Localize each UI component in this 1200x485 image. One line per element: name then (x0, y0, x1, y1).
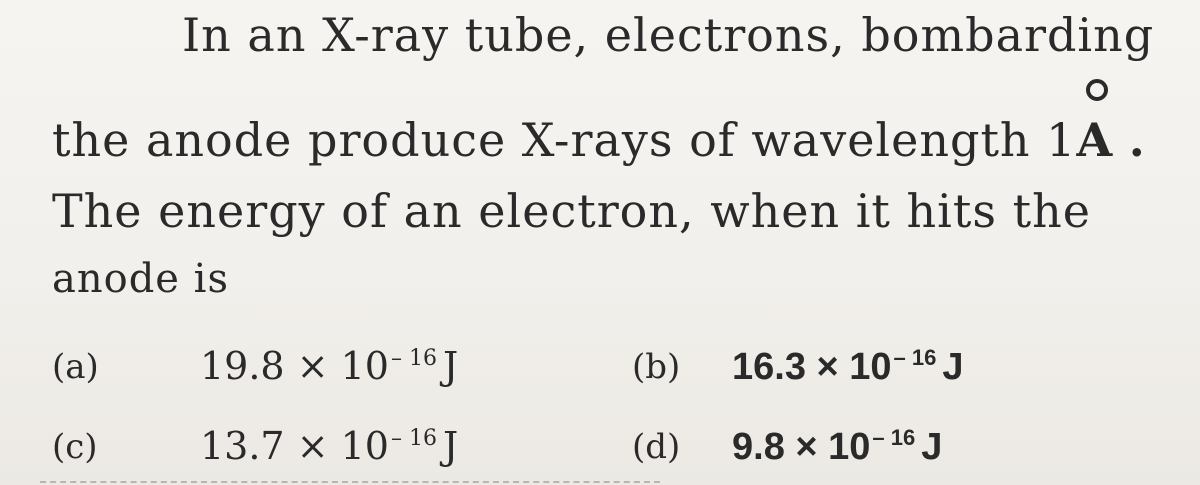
option-b-mantissa: 16.3 × 10 (732, 346, 892, 388)
option-c-label: (c) (52, 427, 98, 467)
option-c-unit: J (442, 424, 459, 468)
option-d-label: (d) (632, 427, 681, 467)
option-b-label: (b) (632, 347, 681, 387)
question-line-1 (182, 8, 1155, 62)
question-text-3: The energy of an electron, when it hits the (52, 184, 1091, 238)
option-a-label: (a) (52, 347, 99, 387)
option-c-mantissa: 13.7 × 10 (200, 424, 389, 468)
question-line-4 (52, 256, 230, 302)
option-a-exponent: – 16 (390, 346, 437, 371)
option-d-unit: J (921, 426, 943, 468)
option-d-mantissa: 9.8 × 10 (732, 426, 871, 468)
question-text-1: In an X-ray tube, electrons, bombarding (182, 8, 1155, 62)
option-c-exponent: – 16 (390, 426, 437, 451)
option-b-value[interactable] (732, 347, 964, 386)
option-c-value[interactable] (200, 424, 459, 468)
question-period: . (1128, 113, 1146, 167)
option-a-unit: J (442, 344, 459, 388)
option-d-exponent: – 16 (872, 425, 916, 450)
page-divider (40, 481, 660, 483)
option-b-exponent: – 16 (893, 345, 937, 370)
angstrom-ring-icon (1086, 79, 1108, 101)
question-text-4: anode is (52, 256, 230, 302)
question-text-2: the anode produce X-rays of wavelength 1 (52, 113, 1077, 167)
angstrom-letter: A (1076, 113, 1114, 167)
option-a-mantissa: 19.8 × 10 (200, 344, 389, 388)
angstrom-unit (1076, 113, 1114, 167)
question-line-2 (52, 113, 1146, 167)
option-a-value[interactable] (200, 344, 459, 388)
option-d-value[interactable] (732, 427, 942, 466)
question-line-3 (52, 184, 1091, 238)
option-b-unit: J (942, 346, 964, 388)
